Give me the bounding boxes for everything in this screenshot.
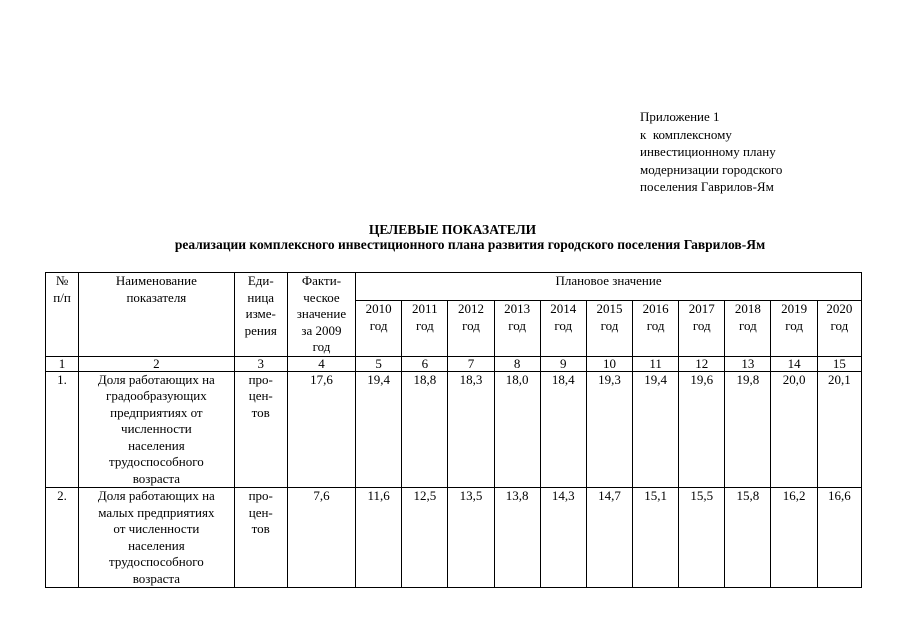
planned-value: 18,3 xyxy=(448,371,494,488)
column-index: 8 xyxy=(494,356,540,371)
document-title: ЦЕЛЕВЫЕ ПОКАЗАТЕЛИ xyxy=(368,222,537,237)
appendix-line: поселения Гаврилов-Ям xyxy=(640,179,774,194)
actual-value: 7,6 xyxy=(287,488,355,588)
header-year: 2013 год xyxy=(494,301,540,356)
planned-value: 19,6 xyxy=(679,371,725,488)
column-index: 11 xyxy=(633,356,679,371)
planned-value: 18,8 xyxy=(402,371,448,488)
column-index: 1 xyxy=(46,356,79,371)
header-year: 2010 год xyxy=(356,301,402,356)
table-row xyxy=(46,488,862,588)
planned-value: 19,8 xyxy=(725,371,771,488)
indicator-name: Доля работающих на градообразующих предприятиях от численности населения трудоспособного возраста xyxy=(79,371,235,488)
column-index: 13 xyxy=(725,356,771,371)
header-year: 2016 год xyxy=(633,301,679,356)
column-index: 15 xyxy=(817,356,861,371)
header-year: 2020 год xyxy=(817,301,861,356)
planned-value: 19,4 xyxy=(633,371,679,488)
indicator-name: Доля работающих на малых предприятиях от численности населения трудоспособного возраста xyxy=(79,488,235,588)
header-actual: Факти- ческое значение за 2009 год xyxy=(287,273,355,357)
planned-value: 16,2 xyxy=(771,488,817,588)
header-year: 2019 год xyxy=(771,301,817,356)
planned-value: 15,5 xyxy=(679,488,725,588)
unit-cell: про- цен- тов xyxy=(234,488,287,588)
column-index: 12 xyxy=(679,356,725,371)
document-subtitle: реализации комплексного инвестиционного плана развития городского поселения Гаврилов-Ям xyxy=(174,237,766,252)
unit-cell: про- цен- тов xyxy=(234,371,287,488)
planned-value: 19,3 xyxy=(586,371,632,488)
row-number: 1. xyxy=(46,371,79,488)
header-year: 2011 год xyxy=(402,301,448,356)
column-index-row xyxy=(46,356,862,371)
column-index: 4 xyxy=(287,356,355,371)
header-name: Наименование показателя xyxy=(79,273,235,357)
column-index: 2 xyxy=(79,356,235,371)
appendix-line: инвестиционному плану xyxy=(640,144,776,159)
header-row xyxy=(46,273,862,301)
planned-value: 15,8 xyxy=(725,488,771,588)
header-planned: Плановое значение xyxy=(356,273,862,301)
header-year: 2012 год xyxy=(448,301,494,356)
column-index: 3 xyxy=(234,356,287,371)
planned-value: 20,0 xyxy=(771,371,817,488)
column-index: 14 xyxy=(771,356,817,371)
appendix-line: Приложение 1 xyxy=(640,109,720,124)
column-index: 6 xyxy=(402,356,448,371)
column-index: 7 xyxy=(448,356,494,371)
column-index: 9 xyxy=(540,356,586,371)
planned-value: 16,6 xyxy=(817,488,861,588)
header-year: 2017 год xyxy=(679,301,725,356)
header-year: 2015 год xyxy=(586,301,632,356)
planned-value: 15,1 xyxy=(633,488,679,588)
header-num: № п/п xyxy=(46,273,79,357)
indicators-table xyxy=(45,272,862,588)
planned-value: 13,5 xyxy=(448,488,494,588)
planned-value: 19,4 xyxy=(356,371,402,488)
planned-value: 14,3 xyxy=(540,488,586,588)
appendix-note xyxy=(640,108,782,196)
header-unit: Еди- ница изме- рения xyxy=(234,273,287,357)
planned-value: 13,8 xyxy=(494,488,540,588)
column-index: 10 xyxy=(586,356,632,371)
planned-value: 14,7 xyxy=(586,488,632,588)
planned-value: 18,4 xyxy=(540,371,586,488)
planned-value: 18,0 xyxy=(494,371,540,488)
header-year: 2014 год xyxy=(540,301,586,356)
planned-value: 12,5 xyxy=(402,488,448,588)
appendix-line: к комплексному xyxy=(640,126,732,142)
column-index: 5 xyxy=(356,356,402,371)
header-year: 2018 год xyxy=(725,301,771,356)
row-number: 2. xyxy=(46,488,79,588)
planned-value: 11,6 xyxy=(356,488,402,588)
table-row xyxy=(46,371,862,488)
planned-value: 20,1 xyxy=(817,371,861,488)
appendix-line: модернизации городского xyxy=(640,161,783,177)
actual-value: 17,6 xyxy=(287,371,355,488)
